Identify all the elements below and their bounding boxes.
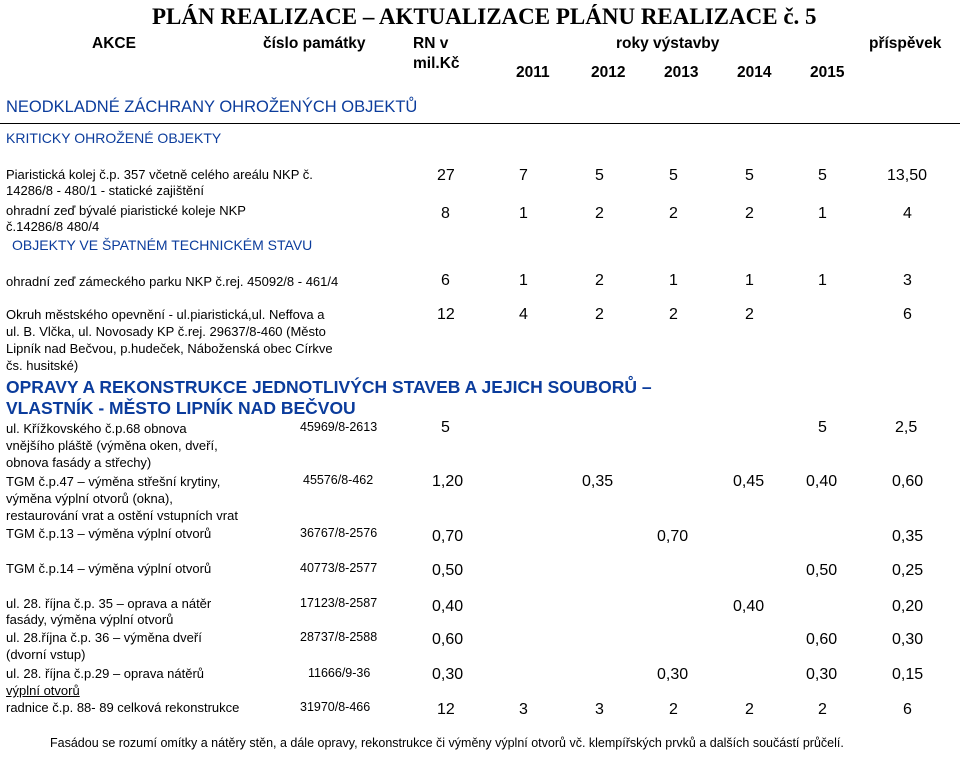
header-year-2015: 2015 [810,64,845,81]
s2-row8-value-prispevek: 6 [903,701,912,718]
row4-value-2014: 2 [745,306,754,323]
s2-row2-value-2015: 0,40 [806,473,838,490]
s2-row5-value-2014: 0,40 [733,598,765,615]
row2-value-2013: 2 [669,205,678,222]
section-subtitle-kriticky: KRITICKY OHROŽENÉ OBJEKTY [6,130,222,146]
row1-text-line: 14286/8 - 480/1 - statické zajištění [6,183,205,198]
row2-value-rn: 8 [441,205,450,222]
row4-value-2012: 2 [595,306,604,323]
s2-row5-value-prispevek: 0,20 [892,598,924,615]
s2-row1-value-rn: 5 [441,419,450,436]
s2-row3-value-rn: 0,70 [432,528,464,545]
s2-row6-text-line: ul. 28.října č.p. 36 – výměna dveří [6,630,202,645]
row4-value-2011: 4 [519,306,528,323]
s2-row7-value-prispevek: 0,15 [892,666,924,683]
row2-value-prispevek: 4 [903,205,912,222]
s2-row4-code: 40773/8-2577 [300,561,378,575]
s2-row2-value-2014: 0,45 [733,473,765,490]
row4-value-2013: 2 [669,306,678,323]
s2-row1-text-line: obnova fasády a střechy) [6,455,152,470]
header-roky-vystavby: roky výstavby [616,35,720,52]
s2-row5-value-rn: 0,40 [432,598,464,615]
s2-row2-text-line: výměna výplní otvorů (okna), [6,491,173,506]
row3-value-2011: 1 [519,272,528,289]
s2-row2-text-line: TGM č.p.47 – výměna střešní krytiny, [6,474,221,489]
s2-row3-value-prispevek: 0,35 [892,528,924,545]
row4-text-line: Lipník nad Bečvou, p.hudeček, Náboženská obec Církve [6,341,333,356]
row2-value-2014: 2 [745,205,754,222]
s2-row4-text-line: TGM č.p.14 – výměna výplní otvorů [6,561,212,576]
s2-row5-text-line: ul. 28. října č.p. 35 – oprava a nátěr [6,596,212,611]
s2-row2-code: 45576/8-462 [303,473,374,487]
section-title-opravy: OPRAVY A REKONSTRUKCE JEDNOTLIVÝCH STAVEB A JEJICH SOUBORŮ – [6,377,652,397]
s2-row2-text-line: restaurování vrat a ostění vstupních vrat [6,508,238,523]
header-mil-kc: mil.Kč [413,55,460,72]
s2-row8-value-2014: 2 [745,701,754,718]
row4-text-line: ul. B. Vlčka, ul. Novosady KP č.rej. 29637/8-460 (Město [6,324,326,339]
s2-row6-value-rn: 0,60 [432,631,464,648]
s2-row8-value-rn: 12 [437,701,455,718]
header-akce: AKCE [92,35,136,52]
s2-row7-code: 11666/9-36 [308,666,371,680]
s2-row7-value-2015: 0,30 [806,666,838,683]
s2-row7-text-line: výplní otvorů [6,683,80,698]
row1-value-2014: 5 [745,167,754,184]
row4-text-line: čs. husitské) [6,358,79,373]
s2-row6-value-prispevek: 0,30 [892,631,924,648]
s2-row7-value-rn: 0,30 [432,666,464,683]
s2-row2-value-2012: 0,35 [582,473,614,490]
s2-row1-value-prispevek: 2,5 [895,419,918,436]
s2-row6-code: 28737/8-2588 [300,630,378,644]
s2-row3-text-line: TGM č.p.13 – výměna výplní otvorů [6,526,212,541]
row4-text-line: Okruh městského opevnění - ul.piaristická,ul. Neffova a [6,307,325,322]
document-title: PLÁN REALIZACE – AKTUALIZACE PLÁNU REALIZACE č. 5 [152,4,817,29]
s2-row8-value-2013: 2 [669,701,678,718]
s2-row8-value-2011: 3 [519,701,528,718]
row1-value-2011: 7 [519,167,528,184]
s2-row8-text-line: radnice č.p. 88- 89 celková rekonstrukce [6,700,240,715]
s2-row8-value-2012: 3 [595,701,604,718]
s2-row8-value-2015: 2 [818,701,827,718]
row3-value-2012: 2 [595,272,604,289]
s2-row1-value-2015: 5 [818,419,827,436]
header-year-2012: 2012 [591,64,626,81]
section-title-neodkladne: NEODKLADNÉ ZÁCHRANY OHROŽENÝCH OBJEKTŮ [6,98,418,116]
row2-value-2015: 1 [818,205,827,222]
s2-row3-code: 36767/8-2576 [300,526,378,540]
row1-value-2015: 5 [818,167,827,184]
header-rn: RN v [413,35,449,52]
footnote: Fasádou se rozumí omítky a nátěry stěn, a dále opravy, rekonstrukce či výměny výplní otvorů vč. klempířských prvků a dalších součástí průčelí. [50,736,844,750]
row2-value-2012: 2 [595,205,604,222]
row3-value-2013: 1 [669,272,678,289]
header-year-2013: 2013 [664,64,699,81]
row1-text-line: Piaristická kolej č.p. 357 včetně celého areálu NKP č. [6,167,313,182]
s2-row2-value-rn: 1,20 [432,473,464,490]
header-year-2011: 2011 [516,64,550,81]
s2-row3-value-2013: 0,70 [657,528,689,545]
row2-text-line: ohradní zeď bývalé piaristické koleje NKP [6,203,246,218]
row4-value-prispevek: 6 [903,306,912,323]
s2-row1-code: 45969/8-2613 [300,420,378,434]
row2-text-line: č.14286/8 480/4 [6,219,100,234]
s2-row4-value-prispevek: 0,25 [892,562,924,579]
row4-value-rn: 12 [437,306,455,323]
s2-row7-text-line: ul. 28. října č.p.29 – oprava nátěrů [6,666,205,681]
s2-row4-value-rn: 0,50 [432,562,464,579]
section-title-vlastnik: VLASTNÍK - MĚSTO LIPNÍK NAD BEČVOU [6,398,356,418]
s2-row1-text-line: vnějšího pláště (výměna oken, dveří, [6,438,218,453]
row2-value-2011: 1 [519,205,528,222]
row3-value-2015: 1 [818,272,827,289]
s2-row8-code: 31970/8-466 [300,700,371,714]
divider [0,123,960,124]
row3-value-rn: 6 [441,272,450,289]
row3-value-2014: 1 [745,272,754,289]
row1-value-2012: 5 [595,167,604,184]
row3-value-prispevek: 3 [903,272,912,289]
row1-value-2013: 5 [669,167,678,184]
row1-value-prispevek: 13,50 [887,167,928,184]
header-prispevek: příspěvek [869,35,942,52]
s2-row6-text-line: (dvorní vstup) [6,647,86,662]
s2-row6-value-2015: 0,60 [806,631,838,648]
s2-row5-text-line: fasády, výměna výplní otvorů [6,612,174,627]
s2-row4-value-2015: 0,50 [806,562,838,579]
row3-text-line: ohradní zeď zámeckého parku NKP č.rej. 45092/8 - 461/4 [6,274,339,289]
s2-row1-text-line: ul. Křížkovského č.p.68 obnova [6,421,187,436]
header-year-2014: 2014 [737,64,772,81]
s2-row5-code: 17123/8-2587 [300,596,378,610]
header-cislo-pamatky: číslo památky [263,35,366,52]
s2-row7-value-2013: 0,30 [657,666,689,683]
row1-value-rn: 27 [437,167,455,184]
s2-row2-value-prispevek: 0,60 [892,473,924,490]
section-subtitle-spatny-stav: OBJEKTY VE ŠPATNÉM TECHNICKÉM STAVU [12,237,313,253]
